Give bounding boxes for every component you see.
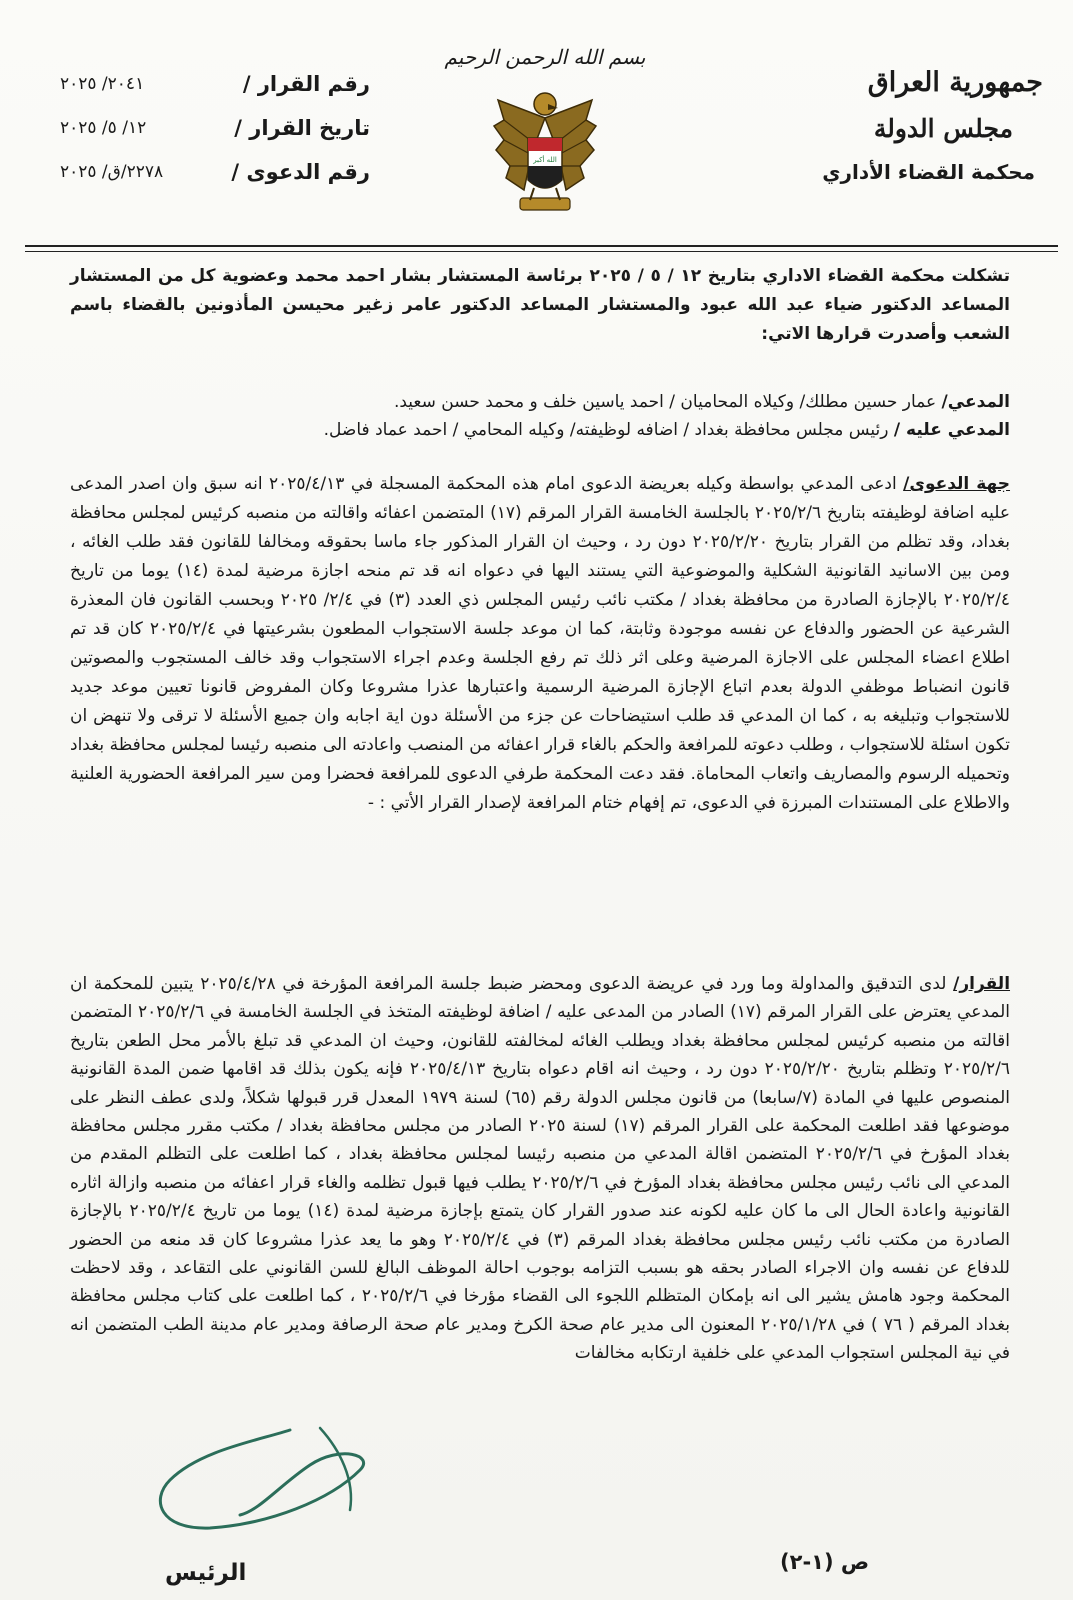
case-number-row: [60, 150, 370, 194]
council-name: مجلس الدولة: [873, 114, 1013, 143]
case-number-label: رقم الدعوى /: [231, 160, 370, 184]
decision-date-row: [60, 106, 370, 150]
signature-scribble-icon: [140, 1420, 380, 1550]
emblem-text: الله أكبر: [533, 156, 557, 164]
claim-text: ادعى المدعي بواسطة وكيله بعريضة الدعوى امام هذه المحكمة المسجلة في ٢٠٢٥/٤/١٣ انه سبق وان اصدر المدعى عليه اضافة لوظيفته بتاريخ ٢٠٢٥/٢/٦ بالجلسة الخامسة القرار المرقم (١٧) المتضمن اعفائه واقالته من منصبه كرئيس لمجلس محافظة بغداد، وقد تظلم من القرار بتاريخ ٢٠٢٥/٢/٢٠ دون رد ، وحيث ان القرار المذكور جاء ماسا بحقوقه ومخالفا للقانون فقد طلب الغائه ، ومن بين الاسانيد القانونية الشكلية والموضوعية التي يستند اليها في دعواه انه قد تم منحه اجازة مرضية لمدة (١٤) يوما من تاريخ ٢٠٢٥/٢/٤ بالإجازة الصادرة من محافظة بغداد / مكتب نائب رئيس المجلس ذي العدد (٣) في ٢/٤/ ٢٠٢٥ وبحسب القانون فان المعذرة الشرعية عن الحضور والدفاع عن نفسه موجودة وثابتة، كما ان موعد جلسة الاستجواب المطعون بشرعيتها في ٢٠٢٥/٢/٤ كان قد تم اطلاع اعضاء المجلس على الاجازة المرضية وعلى اثر ذلك تم رفع الجلسة وعدم اجراء الاستجواب وقد خالف المستجوب والمصوتين قانون انضباط موظفي الدولة بعدم اتباع الإجازة المرضية الرسمية واعتبارها عذرا مشروعا وكان المفروض قانونا تعيين موعد جديد للاستجواب وتبليغه به ، كما ان المدعي قد طلب استيضاحات عن جزء من الأسئلة دون اية اجابه وان جميع الأسئلة لا ترقى ولا تنهض ان تكون اسئلة للاستجواب ، وطلب دعوته للمرافعة والحكم بالغاء قرار اعفائه من المنصب واعادته الى منصبه رئيسا لمجلس محافظة بغداد وتحميله الرسوم والمصاريف واتعاب المحاماة. فقد دعت المحكمة طرفي الدعوى للمرافعة فحضرا ومن سير المرافعة الحضورية العلنية والاطلاع على المستندات المبرزة في الدعوى، تم إفهام ختام المرافعة لإصدار القرار الأتي : -: [70, 474, 1011, 813]
country-name: جمهورية العراق: [867, 67, 1043, 98]
defendant-label: المدعي عليه /: [893, 420, 1010, 440]
court-name: محكمة القضاء الأداري: [822, 160, 1035, 184]
header-divider-thin: [25, 251, 1058, 252]
decision-label: القرار/: [953, 974, 1011, 994]
decision-meta: [60, 62, 370, 194]
page-number: ص (١-٢): [780, 1550, 870, 1574]
decision-date: ١٢/ ٥/ ٢٠٢٥: [60, 118, 147, 138]
decision-date-label: تاريخ القرار /: [234, 116, 370, 140]
claim-label: جهة الدعوى/: [903, 474, 1011, 494]
plaintiff-label: المدعي/: [941, 392, 1010, 412]
eagle-emblem-icon: [490, 80, 600, 230]
plaintiff-line: [70, 388, 1010, 416]
plaintiff-text: عمار حسين مطلك/ وكيلاه المحاميان / احمد ياسين خلف و محمد حسن سعيد.: [393, 392, 937, 412]
decision-number: ٢٠٤١/ ٢٠٢٥: [60, 74, 145, 94]
case-number: ٢٢٧٨/ق/ ٢٠٢٥: [60, 162, 164, 182]
court-composition: تشكلت محكمة القضاء الاداري بتاريخ ١٢ / ٥ / ٢٠٢٥ برئاسة المستشار بشار احمد محمد وعضوية كل من المستشار المساعد الدكتور ضياء عبد الله عبود والمستشار المساعد الدكتور عامر زغير محيسن المأذونين بالقضاء باسم الشعب وأصدرت قرارها الاتي:: [70, 266, 1011, 344]
decision-number-label: رقم القرار /: [242, 72, 370, 96]
issuer-block: [793, 60, 1043, 192]
president-signature-label: الرئيس: [165, 1560, 247, 1586]
decision-text: لدى التدقيق والمداولة وما ورد في عريضة الدعوى ومحضر ضبط جلسة المرافعة المؤرخة في ٢٠٢٥/٤/٢٨ يتبين للمحكمة ان المدعي يعترض على القرار المرقم (١٧) الصادر من المدعى عليه / اضافة لوظيفته المتخذ في الجلسة الخامسة في ٢٠٢٥/٢/٦ المتضمن اقالته من منصبه كرئيس لمجلس محافظة بغداد ويطلب الغائه لمخالفته للقانون، وحيث ان المدعي قد تبلغ بالأمر محل الطعن بتاريخ ٢٠٢٥/٢/٦ وتظلم بتاريخ ٢٠٢٥/٢/٢٠ دون رد ، وحيث انه اقام دعواه بتاريخ ٢٠٢٥/٤/١٣ فإنه يكون بذلك قد اقامها ضمن المدة القانونية المنصوص عليها في المادة (٧/سابعا) من قانون مجلس الدولة رقم (٦٥) لسنة ١٩٧٩ المعدل قرر قبولها شكلاً، ولدى عطف النظر على موضوعها فقد اطلعت المحكمة على القرار المرقم (١٧) لسنة ٢٠٢٥ الصادر من مجلس محافظة بغداد / مكتب مقرر مجلس محافظة بغداد المؤرخ في ٢٠٢٥/٢/٦ المتضمن اقالة المدعي من منصبه رئيسا لمجلس محافظة بغداد ، كما اطلعت على التظلم المقدم من المدعي الى نائب رئيس مجلس محافظة بغداد المؤرخ في ٢٠٢٥/٢/٦ يطلب فيها قبول تظلمه والغاء قرار اعفائه من منصبه وازالة اثاره القانونية واعادة الحال الى ما كان عليه لكونه عند صدور القرار كان يتمتع بإجازة مرضية لمدة (١٤) يوما من تاريخ ٢٠٢٥/٢/٤ بالإجازة الصادرة من مكتب نائب رئيس مجلس محافظة بغداد المرقم (٣) في ٢٠٢٥/٢/٤ وهو ما يعد عذرا مشروعا كان قد منعه من الحضور للدفاع عن نفسه وان الاجراء الصادر بحقه هو بسبب التزامه بوجوب احالة الموظف البالغ للسن القانوني على التقاعد ، وقد لاحظت المحكمة وجود هامش يشير الى انه بإمكان المتظلم اللجوء الى القضاء مؤرخا في ٢٠٢٥/٢/٦ ، كما اطلعت على كتاب مجلس محافظة بغداد المرقم ( ٧٦ ) في ٢٠٢٥/١/٢٨ المعنون الى مدير عام صحة الكرخ ومدير عام صحة الرصافة ومدير عام مدينة الطب المتضمن انه في نية المجلس استجواب المدعي على خلفية ارتكابه مخالفات: [70, 974, 1011, 1364]
header-divider: [25, 245, 1058, 247]
parties-block: [70, 388, 1010, 444]
emblem-block: [410, 40, 680, 230]
decision-section: [70, 970, 1010, 1368]
defendant-line: [70, 416, 1010, 444]
defendant-text: رئيس مجلس محافظة بغداد / اضافه لوظيفته/ وكيله المحامي / احمد عماد فاضل.: [323, 420, 889, 440]
claim-section: [70, 470, 1010, 818]
decision-number-row: [60, 62, 370, 106]
basmala: بسم الله الرحمن الرحيم: [444, 45, 646, 69]
